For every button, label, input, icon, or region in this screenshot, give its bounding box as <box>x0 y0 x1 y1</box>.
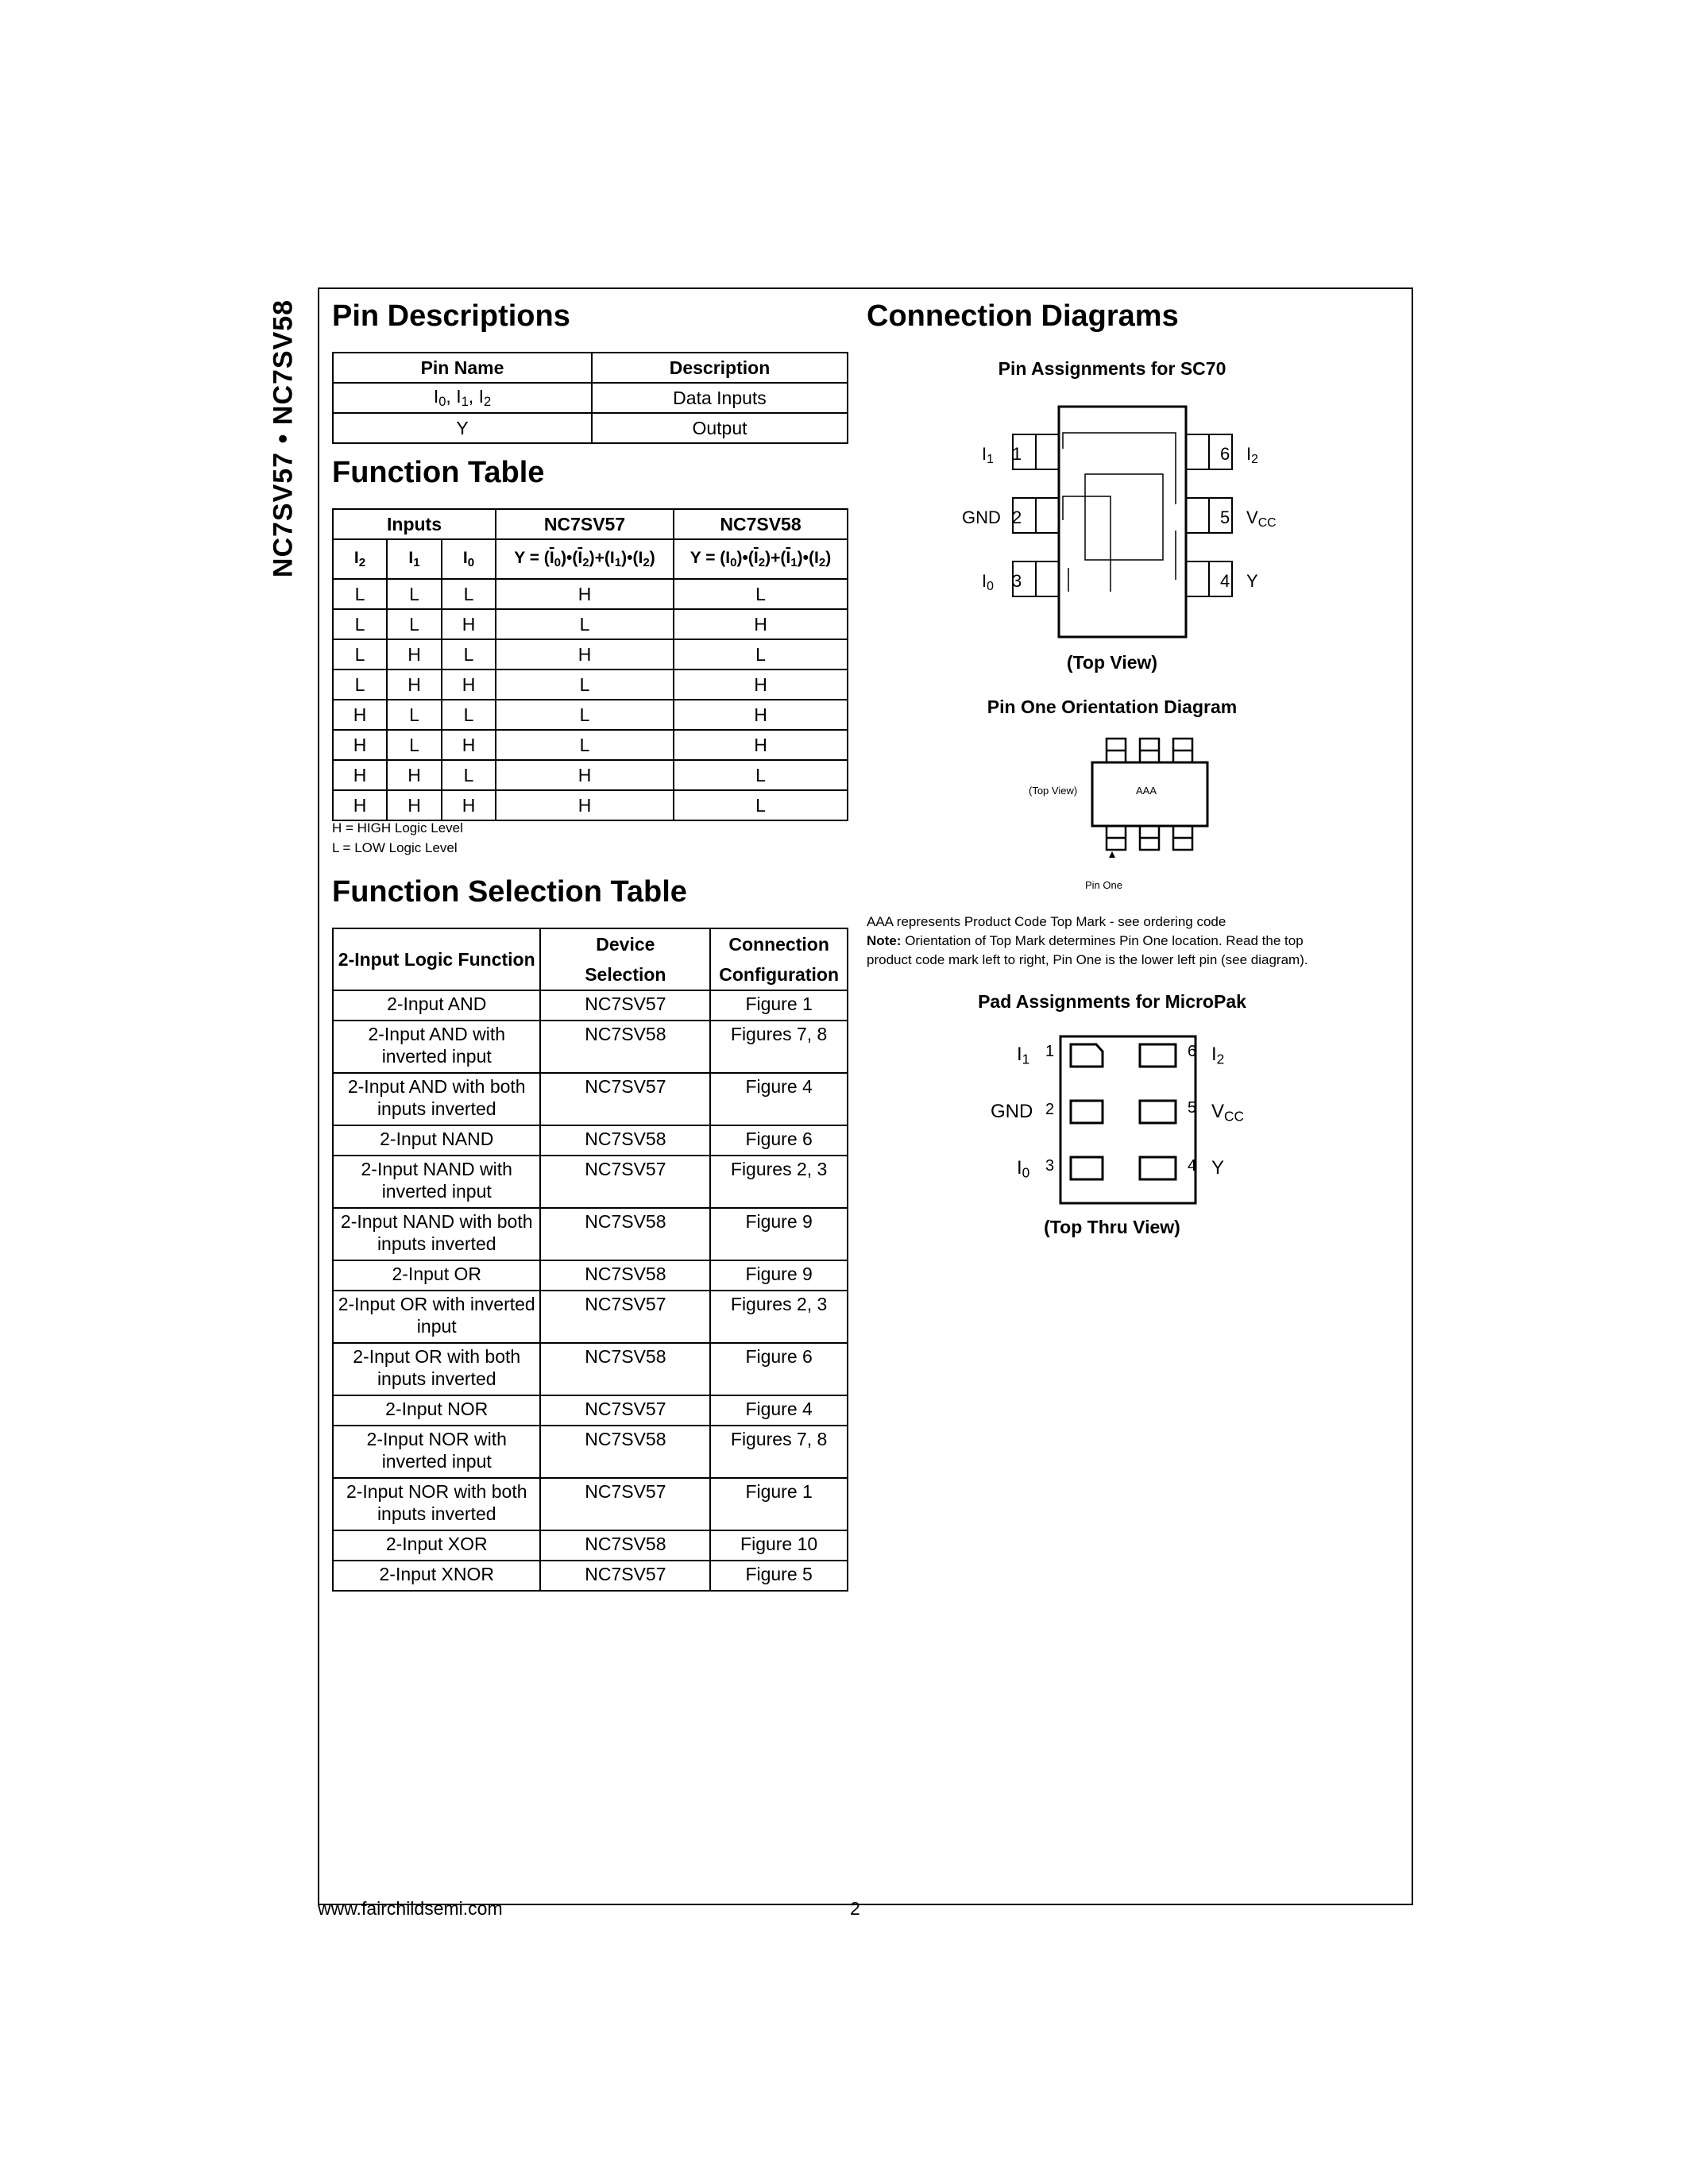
table-row <box>333 700 848 730</box>
table-cell: Figure 9 <box>710 1260 848 1291</box>
table-cell: H <box>674 669 848 700</box>
pad-4 <box>1140 1157 1176 1179</box>
table-cell: L <box>496 700 674 730</box>
table-row <box>333 1395 848 1426</box>
page-number: 2 <box>850 1898 860 1919</box>
table-row <box>333 669 848 700</box>
table-cell: NC7SV57 <box>540 990 710 1021</box>
top-view-caption: (Top View) <box>1066 652 1158 673</box>
table-cell: NC7SV58 <box>540 1208 710 1260</box>
side-title-text: NC7SV57 • NC7SV58 <box>268 299 299 578</box>
table-row <box>333 730 848 760</box>
pad-1 <box>1071 1044 1103 1067</box>
mp-pin3-name: $I_0$ <box>1017 1157 1030 1181</box>
table-cell: L <box>674 760 848 790</box>
table-cell: 2-Input AND <box>333 990 540 1021</box>
table-cell: H <box>674 609 848 639</box>
sc70-pin4-name: Y <box>1246 571 1258 591</box>
sel-table-heading: Function Selection Table <box>332 875 687 909</box>
table-cell: H <box>387 790 442 820</box>
note-low: L = LOW Logic Level <box>332 840 458 855</box>
table-cell: H <box>442 730 496 760</box>
table-row <box>333 1156 848 1208</box>
sc70-body <box>1059 407 1186 637</box>
col-y-nc7sv57: $Y = (\overline{I}_0)•(\overline{I}_2)+(I_1)•(I_2)$ <box>496 539 674 579</box>
sc70-pin2-num: 2 <box>1012 507 1022 527</box>
table-cell: 2-Input NAND <box>333 1125 540 1156</box>
table-row <box>333 579 848 609</box>
col-i0: $I_0$ <box>442 539 496 579</box>
table-row <box>333 1073 848 1125</box>
table-cell: Data Inputs <box>592 383 848 413</box>
table-cell: NC7SV57 <box>540 1073 710 1125</box>
group-nc7sv57: NC7SV57 <box>496 509 674 539</box>
table-row <box>333 1291 848 1343</box>
mp-pin3-num: 3 <box>1045 1157 1055 1175</box>
table-cell: L <box>496 730 674 760</box>
table-cell: 2-Input AND with inverted input <box>333 1021 540 1073</box>
table-cell: L <box>387 700 442 730</box>
mp-pin1-num: 1 <box>1045 1043 1055 1060</box>
table-cell: 2-Input NAND with inverted input <box>333 1156 540 1208</box>
table-cell: L <box>442 579 496 609</box>
table-cell: 2-Input NOR <box>333 1395 540 1426</box>
table-cell: 2-Input OR <box>333 1260 540 1291</box>
pin-one-label: Pin One <box>1085 879 1122 891</box>
table-cell: 2-Input NOR with both inputs inverted <box>333 1478 540 1530</box>
table-cell: Figure 4 <box>710 1073 848 1125</box>
table-cell: L <box>333 639 387 669</box>
table-cell: L <box>333 579 387 609</box>
table-cell: NC7SV57 <box>540 1156 710 1208</box>
table-cell: NC7SV57 <box>540 1561 710 1591</box>
table-cell: H <box>387 639 442 669</box>
mp-pin6-name: $I_2$ <box>1211 1044 1225 1067</box>
table-row <box>333 639 848 669</box>
table-cell: Figures 7, 8 <box>710 1021 848 1073</box>
table-row <box>333 383 848 413</box>
note-aaa: AAA represents Product Code Top Mark - see ordering code <box>867 914 1226 929</box>
table-cell: NC7SV58 <box>540 1125 710 1156</box>
sc70-pin1-name: $I_1$ <box>982 444 994 466</box>
table-cell: L <box>496 609 674 639</box>
table-row <box>333 1208 848 1260</box>
table-cell: 2-Input OR with inverted input <box>333 1291 540 1343</box>
pad-2 <box>1071 1101 1103 1123</box>
conn-heading: Connection Diagrams <box>867 299 1179 333</box>
pin-desc-heading: Pin Descriptions <box>332 299 570 333</box>
mp-pin2-name: GND <box>991 1101 1033 1122</box>
table-row <box>333 1021 848 1073</box>
sc70-pin3-name: $I_0$ <box>982 571 994 593</box>
table-cell: Figure 1 <box>710 990 848 1021</box>
table-cell: NC7SV58 <box>540 1426 710 1478</box>
table-cell: L <box>674 790 848 820</box>
func-table-heading: Function Table <box>332 456 545 489</box>
pad-5 <box>1140 1101 1176 1123</box>
gate-symbol <box>1063 433 1176 592</box>
table-cell: H <box>496 760 674 790</box>
table-cell: 2-Input AND with both inputs inverted <box>333 1073 540 1125</box>
sc70-pin2-name: GND <box>962 507 1001 527</box>
sc70-pin6-num: 6 <box>1220 444 1230 464</box>
sc70-pin4-num: 4 <box>1220 571 1230 591</box>
table-row <box>333 609 848 639</box>
table-cell: H <box>442 790 496 820</box>
table-cell: Figure 1 <box>710 1478 848 1530</box>
group-nc7sv58: NC7SV58 <box>674 509 848 539</box>
table-row <box>333 1530 848 1561</box>
footer-url[interactable]: www.fairchildsemi.com <box>318 1898 503 1919</box>
mp-pin5-num: 5 <box>1188 1099 1197 1117</box>
table-cell: NC7SV57 <box>540 1395 710 1426</box>
table-cell: NC7SV58 <box>540 1260 710 1291</box>
mp-pin6-num: 6 <box>1188 1043 1197 1060</box>
table-cell: L <box>674 579 848 609</box>
table-cell: L <box>442 760 496 790</box>
table-row <box>333 1426 848 1478</box>
pin-desc-col-pin-name: Pin Name <box>333 353 592 383</box>
table-cell: NC7SV58 <box>540 1021 710 1073</box>
table-cell: Figure 10 <box>710 1530 848 1561</box>
table-cell: Figure 6 <box>710 1343 848 1395</box>
table-row <box>333 1561 848 1591</box>
table-cell: NC7SV58 <box>540 1343 710 1395</box>
table-cell: H <box>333 760 387 790</box>
sc70-title: Pin Assignments for SC70 <box>998 358 1226 379</box>
col-y-nc7sv58: $Y = (I_0)•(\overline{I}_2)+(\overline{I}_1)•(I_2)$ <box>674 539 848 579</box>
note-orientation <box>867 931 1304 951</box>
sc70-pin1-num: 1 <box>1012 444 1022 464</box>
pin-names-cell: $I_0$, $I_1$, $I_2$ <box>333 383 592 413</box>
table-cell: NC7SV58 <box>540 1530 710 1561</box>
mp-pin4-name: Y <box>1211 1157 1225 1179</box>
table-cell: NC7SV57 <box>540 1291 710 1343</box>
table-cell: 2-Input NAND with both inputs inverted <box>333 1208 540 1260</box>
table-cell: L <box>333 669 387 700</box>
table-cell: Output <box>592 413 848 443</box>
table-cell: Figures 2, 3 <box>710 1291 848 1343</box>
orient-mark: AAA <box>1136 785 1157 797</box>
table-cell: Figure 9 <box>710 1208 848 1260</box>
table-cell: NC7SV57 <box>540 1478 710 1530</box>
col-connection-config: Connection Configuration <box>710 928 848 990</box>
table-row <box>333 990 848 1021</box>
table-cell: Figures 7, 8 <box>710 1426 848 1478</box>
micropak-title: Pad Assignments for MicroPak <box>978 991 1246 1012</box>
side-title <box>258 287 309 589</box>
pin-desc-col-description: Description <box>592 353 848 383</box>
table-cell: L <box>674 639 848 669</box>
function-table <box>332 508 848 821</box>
sc70-pin6-name: $I_2$ <box>1246 444 1258 466</box>
mp-pin4-num: 4 <box>1188 1157 1197 1175</box>
table-row <box>333 760 848 790</box>
table-cell: H <box>387 760 442 790</box>
table-cell: 2-Input XNOR <box>333 1561 540 1591</box>
sc70-pin5-name: $V_{CC}$ <box>1246 507 1277 530</box>
table-cell: L <box>496 669 674 700</box>
table-cell: L <box>387 579 442 609</box>
mp-pin5-name: $V_{CC}$ <box>1211 1101 1244 1125</box>
table-cell: Figure 4 <box>710 1395 848 1426</box>
table-cell: H <box>442 669 496 700</box>
mp-pin1-name: $I_1$ <box>1017 1044 1030 1067</box>
table-cell: H <box>674 700 848 730</box>
note-label: Note: <box>867 933 902 948</box>
mp-pin2-num: 2 <box>1045 1101 1055 1118</box>
pad-6 <box>1140 1044 1176 1067</box>
table-row <box>333 413 848 443</box>
note-text: Orientation of Top Mark determines Pin One location. Read the top <box>905 933 1304 948</box>
col-device-selection: Device Selection <box>540 928 710 990</box>
col-i2: $I_2$ <box>333 539 387 579</box>
table-cell: H <box>333 730 387 760</box>
note-orientation-cont: product code mark left to right, Pin One is the lower left pin (see diagram). <box>867 952 1308 967</box>
table-row <box>333 790 848 820</box>
table-cell: H <box>333 790 387 820</box>
col-logic-function: 2-Input Logic Function <box>333 928 540 990</box>
table-cell: H <box>387 669 442 700</box>
table-cell: H <box>496 639 674 669</box>
sc70-pin5-num: 5 <box>1220 507 1230 527</box>
orient-top-view: (Top View) <box>1029 785 1078 797</box>
pin-one-arrow <box>1109 851 1115 858</box>
pin-desc-table <box>332 352 848 444</box>
table-cell: H <box>333 700 387 730</box>
pad-3 <box>1071 1157 1103 1179</box>
table-row <box>333 1260 848 1291</box>
table-row <box>333 1343 848 1395</box>
table-row <box>333 1478 848 1530</box>
table-cell: L <box>442 639 496 669</box>
table-cell: L <box>442 700 496 730</box>
table-cell: L <box>333 609 387 639</box>
table-cell: L <box>387 609 442 639</box>
note-high: H = HIGH Logic Level <box>332 820 463 835</box>
table-cell: L <box>387 730 442 760</box>
table-cell: H <box>442 609 496 639</box>
table-cell: Y <box>333 413 592 443</box>
table-cell: Figure 6 <box>710 1125 848 1156</box>
table-cell: 2-Input NOR with inverted input <box>333 1426 540 1478</box>
table-cell: Figures 2, 3 <box>710 1156 848 1208</box>
table-cell: Figure 5 <box>710 1561 848 1591</box>
col-i1: $I_1$ <box>387 539 442 579</box>
table-cell: H <box>496 790 674 820</box>
micropak-diagram <box>1056 1032 1199 1207</box>
table-cell: 2-Input OR with both inputs inverted <box>333 1343 540 1395</box>
function-selection-table <box>332 928 848 1592</box>
group-inputs: Inputs <box>333 509 496 539</box>
table-cell: H <box>496 579 674 609</box>
sc70-pin3-num: 3 <box>1012 571 1022 591</box>
table-row <box>333 1125 848 1156</box>
table-cell: 2-Input XOR <box>333 1530 540 1561</box>
table-cell: H <box>674 730 848 760</box>
top-thru-view-caption: (Top Thru View) <box>1044 1217 1180 1237</box>
orient-title: Pin One Orientation Diagram <box>987 696 1238 717</box>
